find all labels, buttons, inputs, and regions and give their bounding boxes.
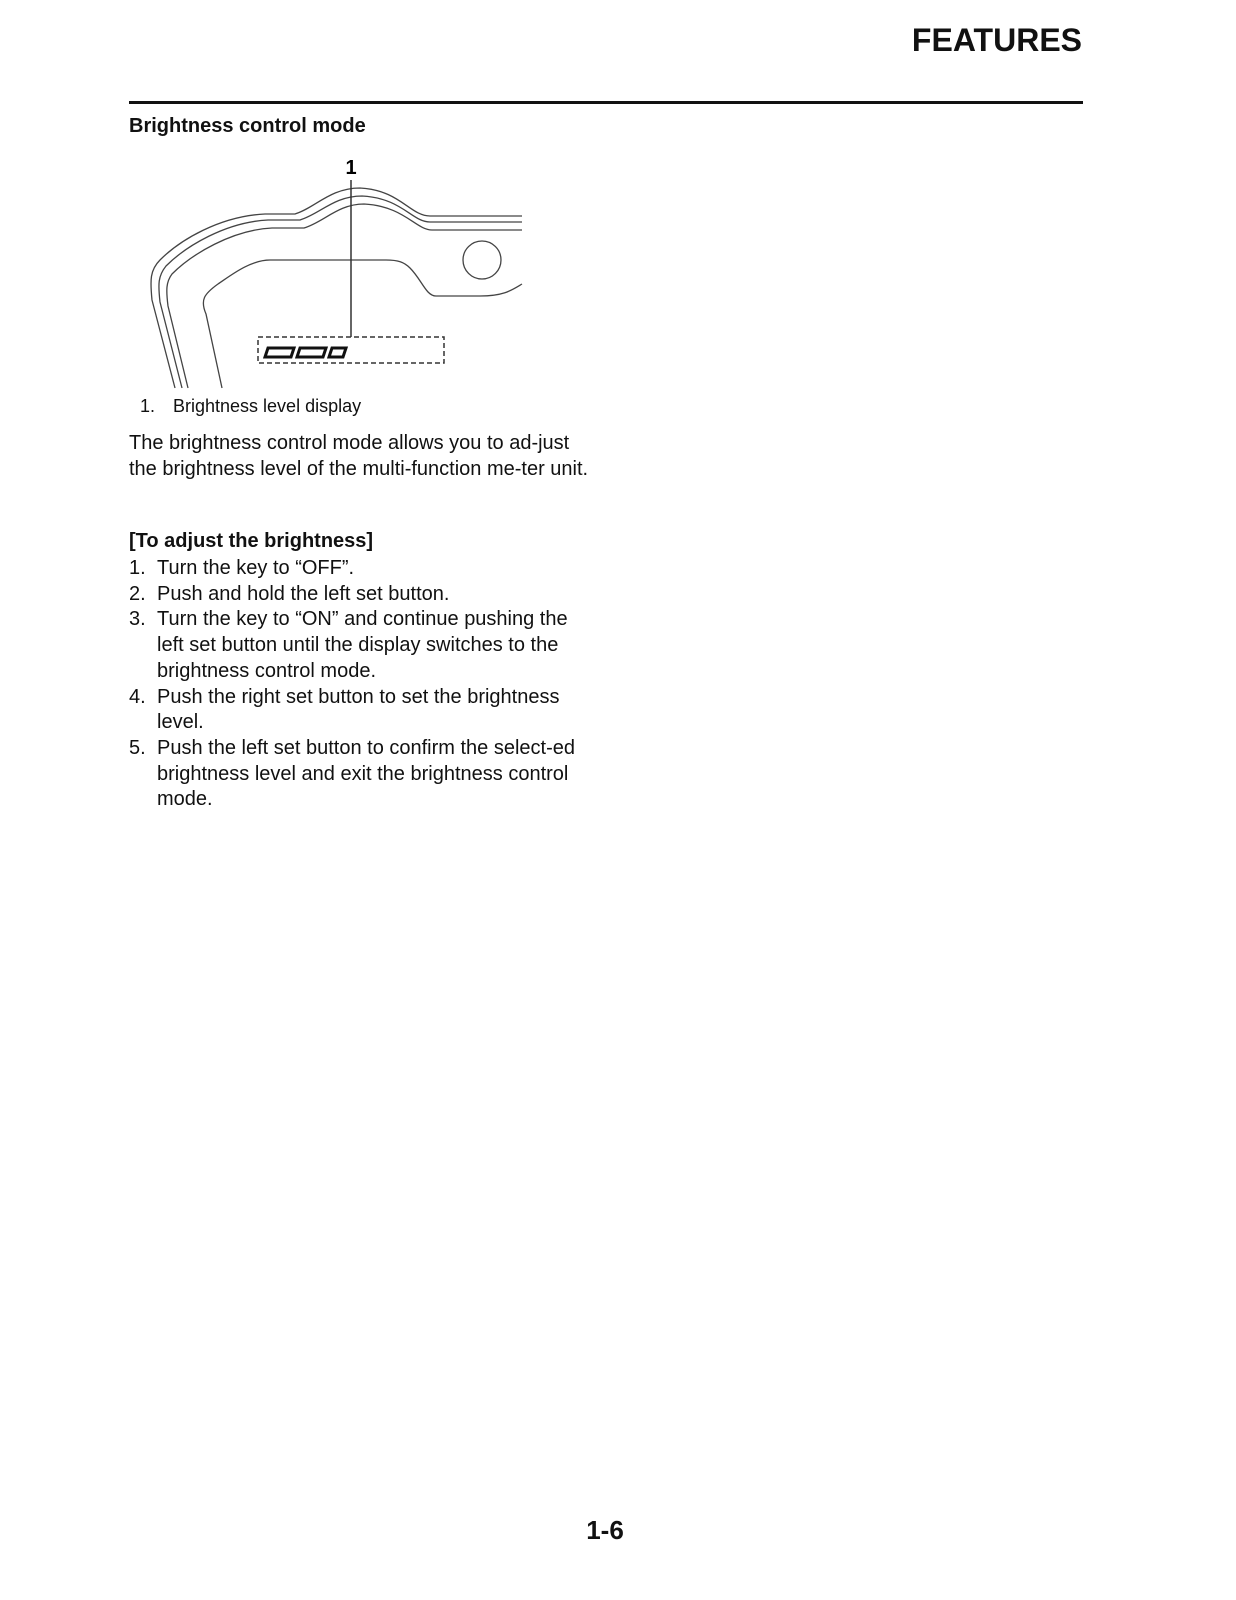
step-text: Push and hold the left set button. xyxy=(157,582,450,605)
step-number: 1. xyxy=(129,557,146,579)
procedure-steps xyxy=(129,556,589,813)
brightness-display-area xyxy=(258,337,444,363)
procedure-heading: [To adjust the brightness] xyxy=(129,530,374,552)
step-number: 5. xyxy=(129,736,146,759)
header-divider xyxy=(129,101,1083,104)
list-item xyxy=(129,556,589,582)
step-text: Push the left set button to confirm the select-ed brightness level and exit the brightness control mode. xyxy=(157,736,576,811)
step-number: 4. xyxy=(129,685,146,708)
caption-number: 1. xyxy=(140,396,156,416)
figure-caption xyxy=(140,396,361,417)
step-text: Turn the key to “OFF”. xyxy=(157,557,355,579)
meter-diagram-svg xyxy=(140,150,540,395)
brightness-segments-icon xyxy=(265,348,346,357)
step-text: Push the right set button to set the brightness level. xyxy=(157,685,560,734)
intro-paragraph: The brightness control mode allows you to ad-just the brightness level of the multi-function me-ter unit. xyxy=(129,432,589,480)
page-header-title: FEATURES xyxy=(911,22,1082,58)
section-heading: Brightness control mode xyxy=(129,115,366,137)
meter-illustration xyxy=(140,150,540,395)
step-text: Turn the key to “ON” and continue pushing the left set button until the display switches to the brightness control mode. xyxy=(157,608,568,682)
list-item xyxy=(129,736,589,813)
list-item xyxy=(129,607,589,684)
callout-number: 1 xyxy=(345,157,357,179)
list-item xyxy=(129,582,589,608)
step-number: 3. xyxy=(129,608,146,631)
page-number: 1-6 xyxy=(586,1515,624,1545)
step-number: 2. xyxy=(129,582,146,605)
caption-text: Brightness level display xyxy=(173,396,362,416)
list-item xyxy=(129,685,589,736)
